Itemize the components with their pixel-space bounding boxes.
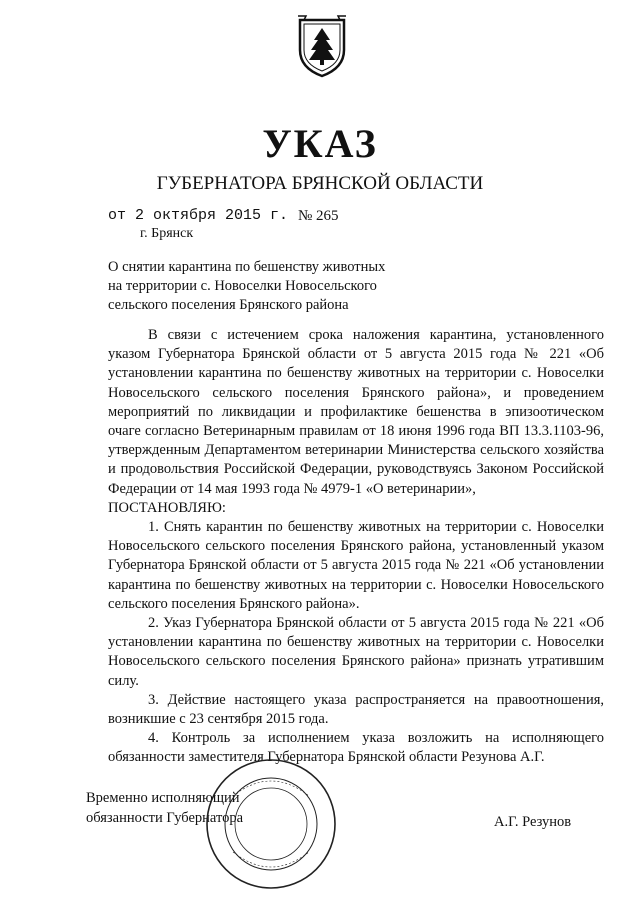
document-subtitle: ГУБЕРНАТОРА БРЯНСКОЙ ОБЛАСТИ xyxy=(156,173,484,194)
signatory-position-line: Временно исполняющий xyxy=(86,790,240,806)
signatory-position-line: обязанности Губернатора xyxy=(86,810,244,826)
subject-line: на территории с. Новоселки Новосельского xyxy=(108,278,377,294)
signatory-name: А.Г. Резунов xyxy=(494,814,572,830)
subject-line: сельского поселения Брянского района xyxy=(108,297,349,313)
bryansk-coat-of-arms-icon xyxy=(296,14,348,78)
resolve-heading: ПОСТАНОВЛЯЮ: xyxy=(108,499,226,516)
official-stamp-icon xyxy=(203,756,339,892)
document-body xyxy=(108,326,604,768)
preamble-paragraph: В связи с истечением срока наложения карантина, установленного указом Губернатора Брянской области от 5 августа 2015 года № 221 «Об установлении карантина по бешенству животных на территории с. Новоселки Новосельского сельского поселения Брянского района», и проведением мероприятий по ликвидации и профилактике бешенства в эпизоотическом очаге согласно Ветеринарным правилам от 18 июня 1996 года ВП 13.3.1103-96, утвержденным Департаментом ветеринарии Министерства сельского хозяйства и продовольствия Российской Федерации, руководствуясь Законом Российской Федерации от 14 мая 1993 года № 4979-1 «О ветеринарии», xyxy=(108,327,604,497)
document-title: УКАЗ xyxy=(262,121,378,166)
document-date: от 2 октября 2015 г. xyxy=(108,207,289,224)
decree-item: 1. Снять карантин по бешенству животных на территории с. Новоселки Новосельского сельского поселения Брянского района, установленный указом Губернатора Брянской области от 5 августа 2015 года № 221 «Об установлении карантина по бешенству животных на территории с. Новоселки Новосельского сельского поселения Брянского района». xyxy=(108,519,604,612)
decree-item: 2. Указ Губернатора Брянской области от 5 августа 2015 года № 221 «Об установлении карантина по бешенству животных на территории с. Новоселки Новосельского сельского поселения Брянского района» признать утратившим силу. xyxy=(108,615,604,689)
decree-item: 3. Действие настоящего указа распространяется на правоотношения, возникшие с 23 сентября 2015 года. xyxy=(108,691,604,728)
date-line xyxy=(108,206,339,226)
subject-line: О снятии карантина по бешенству животных xyxy=(108,259,386,275)
document-city: г. Брянск xyxy=(140,226,194,241)
document-number: № 265 xyxy=(298,208,339,224)
document-subject xyxy=(108,258,428,315)
decree-item: 4. Контроль за исполнением указа возложить на исполняющего обязанности заместителя Губернатора Брянской области Резунова А.Г. xyxy=(108,730,604,766)
